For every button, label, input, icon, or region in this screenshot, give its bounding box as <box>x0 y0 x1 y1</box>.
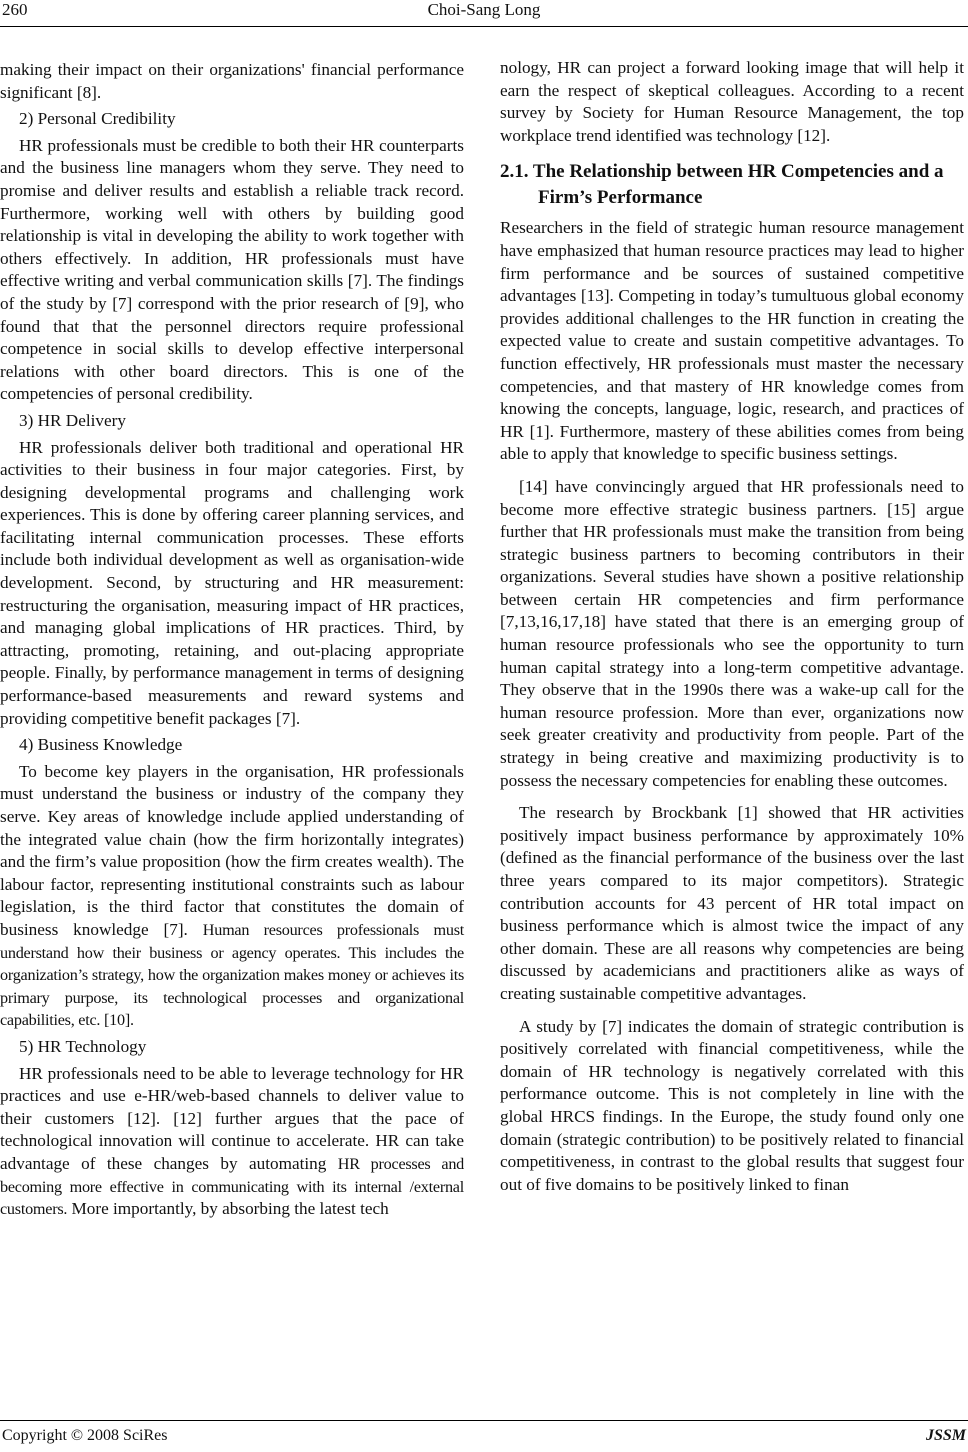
journal-abbreviation: JSSM <box>925 1427 966 1444</box>
left-column <box>0 59 464 1225</box>
paragraph-part: HR processes and becoming more effective in communicating with its internal /external customers. <box>0 1154 465 1219</box>
footer-rule <box>0 1420 968 1421</box>
subheading-business-knowledge: 4) Business Knowledge <box>19 735 183 755</box>
paragraph: HR professionals must be credible to both their HR counterparts and the business line managers whom they serve. They need to promise and deliver results and establish a reliable track record. Furthermore, working well with others by building good relationship is vital in developing the ability to work together with others effectively. In addition, HR professionals must have effective writing and verbal communication skills [7]. The findings of the study by [7] correspond with the prior research of [9], who found that that the personnel directors require professional competence in social skills to develop effective interpersonal relations with other board directors. This is one of the competencies of personal credibility. <box>0 135 464 404</box>
running-head: Choi-Sang Long <box>427 0 541 19</box>
subheading-hr-delivery: 3) HR Delivery <box>19 410 126 430</box>
paragraph <box>0 1063 464 1221</box>
right-column <box>500 57 964 1200</box>
page-header <box>0 0 968 28</box>
paragraph: nology, HR can project a forward looking image that will help it earn the respect of skeptical colleagues. According to a recent survey by Society for Human Resource Management, the top workplace trend identified was technology [12]. <box>500 58 964 145</box>
subheading-personal-credibility: 2) Personal Credibility <box>19 109 176 129</box>
paragraph: HR professionals deliver both traditional and operational HR activities to their business in four major categories. First, by designing developmental programs and challenging work experiences. This is done by offering career planning services, and facilitating internal communication processes. These efforts include both individual development as well as organisation-wide development. Second, by structuring and HR measurement: restructuring the organisation, measuring impact of HR practices, and managing global implications of HR practices. Third, by attracting, promoting, retaining, and out-placing appropriate people. Finally, by performance management in terms of designing performance-based measurements and reward systems and providing competitive benefit packages [7]. <box>0 437 464 728</box>
paragraph-part: To become key players in the organisation, HR professionals must understand the business or industry of the company they serve. Key areas of knowledge include applied understanding of the integrated value chain (how the firm horizontally integrates) and the firm’s value proposition (how the firm creates wealth). The labour factor, representing institutional constraints such as labour legislation, is the third factor that constitutes the domain of business knowledge [7]. <box>0 761 464 939</box>
section-title-line2: Firm’s Performance <box>538 187 703 209</box>
subheading-hr-technology: 5) HR Technology <box>19 1036 147 1056</box>
paragraph: making their impact on their organizations' financial performance significant [8]. <box>0 60 464 102</box>
section-heading <box>500 159 964 211</box>
paragraph: [14] have convincingly argued that HR professionals need to become more effective strategic business partners. [15] argue further that HR professionals must make the transition from being strategic business partners to becoming contributors in their organizations. Several studies have shown a positive relationship between certain HR competencies and firm performance [7,13,16,17,18] have stated that there is an emerging group of human resource professionals who see the opportunity to turn human capital strategy into a long-term competitive advantage. They observe that in the 1990s there was a wake-up call for the human resource profession. More than ever, organizations now seek greater creativity and productivity from people. Part of the strategy in being creative and maximizing productivity is to possess the necessary competencies for enabling these outcomes. <box>500 476 964 790</box>
paragraph-part: HR professionals need to be able to leverage technology for HR practices and use e-HR/web-based channels to deliver value to their customers [12]. [12] further argues that the pace of technological innovation will continue to accelerate. HR can take advantage of these changes by automating <box>0 1063 464 1173</box>
paragraph-part: Human resources professionals must understand how their business or agency operates. This includes the organization’s strategy, how the organization makes money or achieves its primary purpose, its technological processes and organizational capabilities, etc. [10]. <box>0 920 464 1030</box>
header-rule <box>0 26 968 27</box>
paragraph: A study by [7] indicates the domain of strategic contribution is positively correlated with financial competitiveness, while the domain of HR technology is negatively correlated with this performance outcome. This is not completely in line with the global HRCS findings. In the Europe, the study found only one domain (strategic contribution) to be positively related to financial competitiveness, in contrast to the global results that suggest four out of five domains to be positively linked to finan <box>500 1016 964 1194</box>
paragraph: The research by Brockbank [1] showed that HR activities positively impact business performance by approximately 10% (defined as the financial performance of the business over the last three years compared to its major competitors). Strategic contribution accounts for 43 percent of HR total impact on business performance which is almost twice the impact of any other domain. These are all reasons why competencies are being discussed by academicians and practitioners alike as ways of creating sustainable competitive advantages. <box>500 803 964 1003</box>
paragraph-part: More importantly, by absorbing the latest tech <box>71 1199 389 1219</box>
page-number: 260 <box>2 0 28 19</box>
section-title-line1: 2.1. The Relationship between HR Competencies and a <box>500 161 944 183</box>
paragraph <box>0 761 464 1032</box>
copyright-notice: Copyright © 2008 SciRes <box>2 1427 168 1444</box>
paragraph: Researchers in the field of strategic human resource management have emphasized that human resource practices may lead to higher firm performance and be sources of sustained competitive advantages [13]. Competing in today’s tumultuous global economy provides additional challenges to the HR function in creating the expected value to create and sustain competitive advantages. To function effectively, HR professionals must master the necessary competencies, and that mastery of HR knowledge comes from knowing the concepts, language, logic, research, and practices of HR [1]. Furthermore, mastery of these abilities comes from being able to apply that knowledge to specific business settings. <box>500 218 964 464</box>
